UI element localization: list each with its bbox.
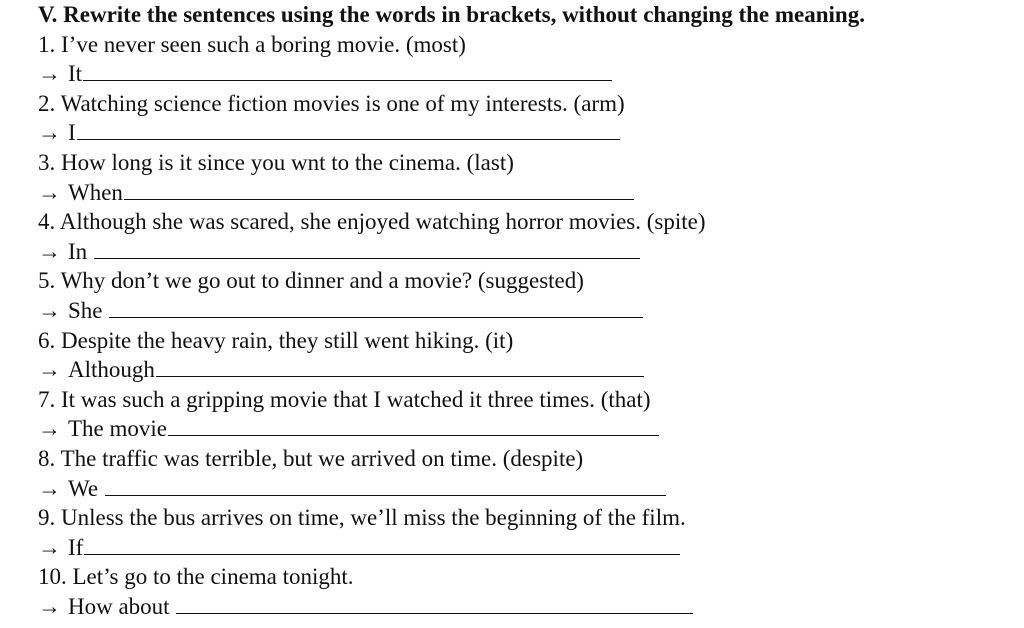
answer-line[interactable]	[38, 296, 1018, 326]
arrow-icon: →	[38, 357, 61, 383]
worksheet	[38, 0, 1018, 621]
answer-line[interactable]	[38, 474, 1018, 504]
answer-line[interactable]	[38, 355, 1018, 385]
answer-prompt: When	[68, 179, 123, 205]
question-sentence: 7. It was such a gripping movie that I watched it three times. (that)	[38, 386, 651, 412]
arrow-icon: →	[38, 416, 61, 442]
arrow-icon: →	[38, 593, 61, 619]
arrow-icon: →	[38, 238, 61, 264]
question-sentence: 4. Although she was scared, she enjoyed watching horror movies. (spite)	[38, 209, 706, 235]
answer-prompt: I	[68, 120, 76, 146]
answer-line[interactable]	[38, 592, 1018, 622]
answer-blank[interactable]	[94, 240, 640, 259]
question-sentence: 5. Why don’t we go out to dinner and a movie? (suggested)	[38, 268, 584, 294]
arrow-icon: →	[38, 120, 61, 146]
question-sentence: 8. The traffic was terrible, but we arrived on time. (despite)	[38, 445, 584, 471]
question-sentence: 2. Watching science fiction movies is one of my interests. (arm)	[38, 90, 625, 116]
answer-blank[interactable]	[109, 299, 643, 318]
answer-line[interactable]	[38, 118, 1018, 148]
exercise-items	[38, 30, 1018, 622]
answer-line[interactable]	[38, 237, 1018, 267]
arrow-icon: →	[38, 297, 61, 323]
answer-blank[interactable]	[105, 477, 666, 496]
arrow-icon: →	[38, 534, 61, 560]
answer-prompt: The movie	[68, 416, 167, 442]
answer-blank[interactable]	[176, 595, 693, 614]
answer-blank[interactable]	[77, 121, 620, 140]
answer-blank[interactable]	[168, 417, 659, 436]
answer-prompt: Although	[68, 357, 155, 383]
question-sentence: 9. Unless the bus arrives on time, we’ll miss the beginning of the film.	[38, 505, 686, 531]
answer-prompt: If	[68, 534, 84, 560]
answer-prompt: In	[68, 238, 93, 264]
answer-blank[interactable]	[124, 181, 634, 200]
answer-prompt: We	[68, 475, 104, 501]
question-sentence: 10. Let’s go to the cinema tonight.	[38, 564, 354, 590]
arrow-icon: →	[38, 475, 61, 501]
answer-prompt: She	[68, 297, 109, 323]
question-sentence: 6. Despite the heavy rain, they still went hiking. (it)	[38, 327, 514, 353]
answer-blank[interactable]	[84, 536, 680, 555]
arrow-icon: →	[38, 61, 61, 87]
question-sentence: 3. How long is it since you wnt to the cinema. (last)	[38, 149, 514, 175]
answer-line[interactable]	[38, 178, 1018, 208]
answer-blank[interactable]	[83, 62, 612, 81]
answer-line[interactable]	[38, 533, 1018, 563]
answer-prompt: How about	[68, 593, 176, 619]
exercise-heading: V. Rewrite the sentences using the words in brackets, without changing the meaning.	[38, 2, 865, 27]
arrow-icon: →	[38, 179, 61, 205]
answer-line[interactable]	[38, 59, 1018, 89]
answer-line[interactable]	[38, 414, 1018, 444]
question-sentence: 1. I’ve never seen such a boring movie. (most)	[38, 31, 466, 57]
answer-prompt: It	[68, 61, 83, 87]
answer-blank[interactable]	[156, 358, 644, 377]
